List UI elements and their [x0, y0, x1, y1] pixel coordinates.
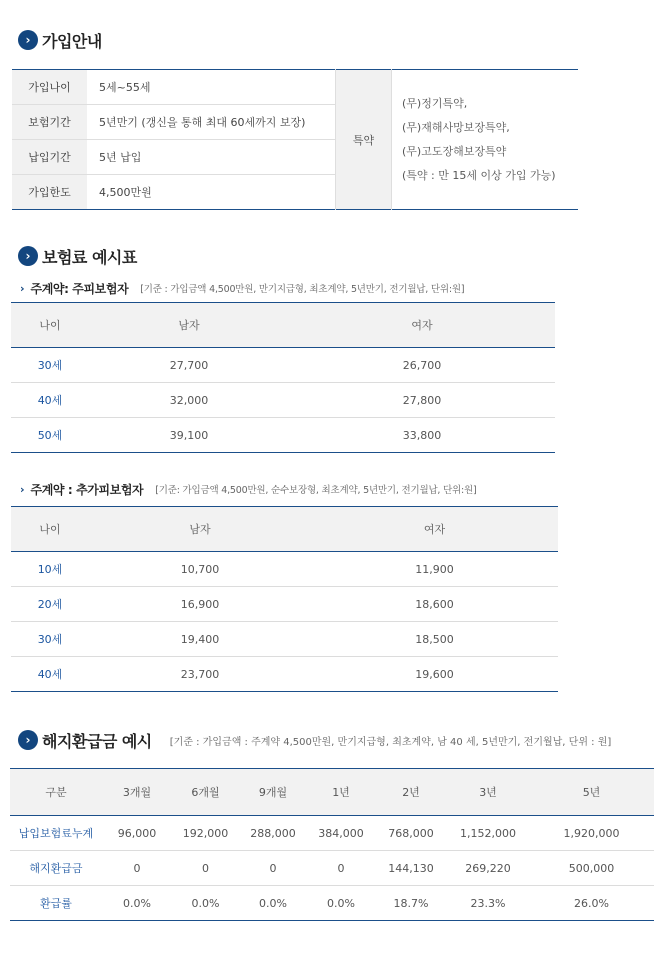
female-cell: 11,900: [311, 552, 558, 587]
table-cell: 0.0%: [259, 896, 287, 910]
table-cell: 23.3%: [470, 896, 506, 910]
row-header: 납입보험료누계: [10, 816, 102, 851]
rider-label: 특약: [336, 70, 392, 210]
row-label: 가입나이: [12, 70, 87, 105]
enrollment-title: 가입안내: [42, 31, 102, 51]
refund-note: [기준 : 가입금액 : 주계약 4,500만원, 만기지급형, 최초계약, 남 40 세, 5년만기, 전기월납, 단위 : 원]: [169, 736, 612, 748]
subtitle-note: [기준 : 가입금액 4,500만원, 만기지급형, 최초계약, 5년만기, 전기월납, 단위:원]: [140, 284, 465, 295]
male-cell: 27,700: [89, 348, 289, 383]
male-cell: 23,700: [180, 667, 220, 681]
table-row: [11, 622, 558, 657]
table-cell: 1,152,000: [447, 816, 529, 851]
col-header: 1년: [307, 769, 375, 816]
male-cell: 32,000: [89, 383, 289, 418]
col-header: 3년: [447, 769, 529, 816]
table-row: [11, 552, 558, 587]
row-value: 5년 납입: [87, 140, 336, 175]
col-header: 3개월: [102, 769, 172, 816]
male-cell: 39,100: [169, 428, 209, 442]
col-header: 6개월: [172, 769, 239, 816]
refund-title: 해지환급금 예시: [42, 731, 152, 751]
male-cell: 10,700: [89, 552, 311, 587]
col-header: 구분: [10, 769, 102, 816]
table-cell: 0: [307, 851, 375, 886]
rider-item: (무)정기특약,: [402, 96, 468, 110]
female-cell: 27,800: [289, 383, 555, 418]
age-cell: 30세: [11, 622, 89, 657]
row-header: 해지환급금: [10, 851, 102, 886]
rider-list: [392, 70, 579, 210]
table-row: [11, 348, 555, 383]
age-cell: 30세: [11, 348, 89, 383]
premium-table-main: [11, 302, 555, 453]
subtitle-label: 주계약: 주피보험자: [30, 281, 129, 296]
table-cell: 0.0%: [327, 896, 355, 910]
chevron-right-icon: ›: [18, 246, 38, 266]
row-label: 보험기간: [12, 105, 87, 140]
male-cell: 19,400: [89, 622, 311, 657]
col-header: 나이: [11, 507, 89, 552]
premium-table-additional: [11, 506, 558, 692]
col-header: 나이: [11, 303, 89, 348]
table-cell: 500,000: [529, 851, 654, 886]
age-cell: 10세: [11, 552, 89, 587]
age-cell: 40세: [11, 383, 89, 418]
male-cell: 16,900: [89, 587, 311, 622]
table-cell: 0: [239, 851, 307, 886]
header-row: [11, 303, 555, 348]
col-header: 2년: [375, 769, 447, 816]
table-row: [12, 70, 578, 105]
subtitle-main-insured: [20, 280, 464, 296]
table-cell: 26.0%: [574, 896, 609, 910]
subtitle-additional-insured: [20, 481, 477, 497]
col-header: 남자: [89, 303, 289, 348]
col-header: 여자: [311, 507, 558, 552]
row-label: 납입기간: [12, 140, 87, 175]
chevron-right-icon: ›: [18, 730, 38, 750]
section-title-premium: [18, 244, 137, 268]
female-cell: 18,500: [311, 622, 558, 657]
table-cell: 0: [102, 851, 172, 886]
subtitle-label: 주계약 : 추가피보험자: [30, 482, 144, 497]
chevron-right-icon: ›: [20, 482, 25, 496]
table-cell: 1,920,000: [529, 816, 654, 851]
header-row: [11, 507, 558, 552]
female-cell: 19,600: [415, 667, 454, 681]
female-cell: 26,700: [289, 348, 555, 383]
table-row: [11, 418, 555, 453]
table-cell: 0.0%: [191, 896, 220, 910]
table-row: [11, 383, 555, 418]
section-title-refund: [18, 728, 611, 752]
table-cell: 96,000: [102, 816, 172, 851]
subtitle-note: [기준: 가입금액 4,500만원, 순수보장형, 최초계약, 5년만기, 전기월납, 단위:원]: [155, 485, 477, 496]
table-cell: 0.0%: [123, 896, 151, 910]
rider-item: (무)재해사망보장특약,: [402, 120, 510, 134]
table-cell: 192,000: [172, 816, 239, 851]
row-value: 4,500만원: [99, 186, 152, 199]
table-cell: 269,220: [447, 851, 529, 886]
age-cell: 20세: [11, 587, 89, 622]
female-cell: 18,600: [311, 587, 558, 622]
table-cell: 384,000: [307, 816, 375, 851]
enrollment-table: [12, 69, 578, 210]
female-cell: 33,800: [402, 428, 442, 442]
col-header: 남자: [89, 507, 311, 552]
premium-title: 보험료 예시표: [42, 247, 137, 267]
refund-table: [10, 768, 654, 921]
table-cell: 768,000: [375, 816, 447, 851]
row-value: 5세~55세: [87, 70, 336, 105]
table-cell: 0: [172, 851, 239, 886]
table-cell: 288,000: [239, 816, 307, 851]
chevron-right-icon: ›: [18, 30, 38, 50]
col-header: 9개월: [239, 769, 307, 816]
row-value: 5년만기 (갱신을 통해 최대 60세까지 보장): [87, 105, 336, 140]
chevron-right-icon: ›: [20, 281, 25, 295]
table-row: [11, 657, 558, 692]
table-cell: 18.7%: [393, 896, 429, 910]
table-row: [10, 851, 654, 886]
age-cell: 40세: [37, 668, 63, 681]
table-cell: 144,130: [375, 851, 447, 886]
table-row: [11, 587, 558, 622]
row-header: 환급률: [40, 897, 72, 910]
rider-item: (무)고도장해보장특약: [402, 144, 507, 158]
col-header: 5년: [529, 769, 654, 816]
section-title-enrollment: [18, 28, 102, 52]
age-cell: 50세: [37, 429, 63, 442]
row-label: 가입한도: [12, 175, 87, 210]
table-row: [10, 816, 654, 851]
header-row: [10, 769, 654, 816]
table-row: [10, 886, 654, 921]
col-header: 여자: [289, 303, 555, 348]
rider-note: (특약 : 만 15세 이상 가입 가능): [402, 168, 556, 182]
